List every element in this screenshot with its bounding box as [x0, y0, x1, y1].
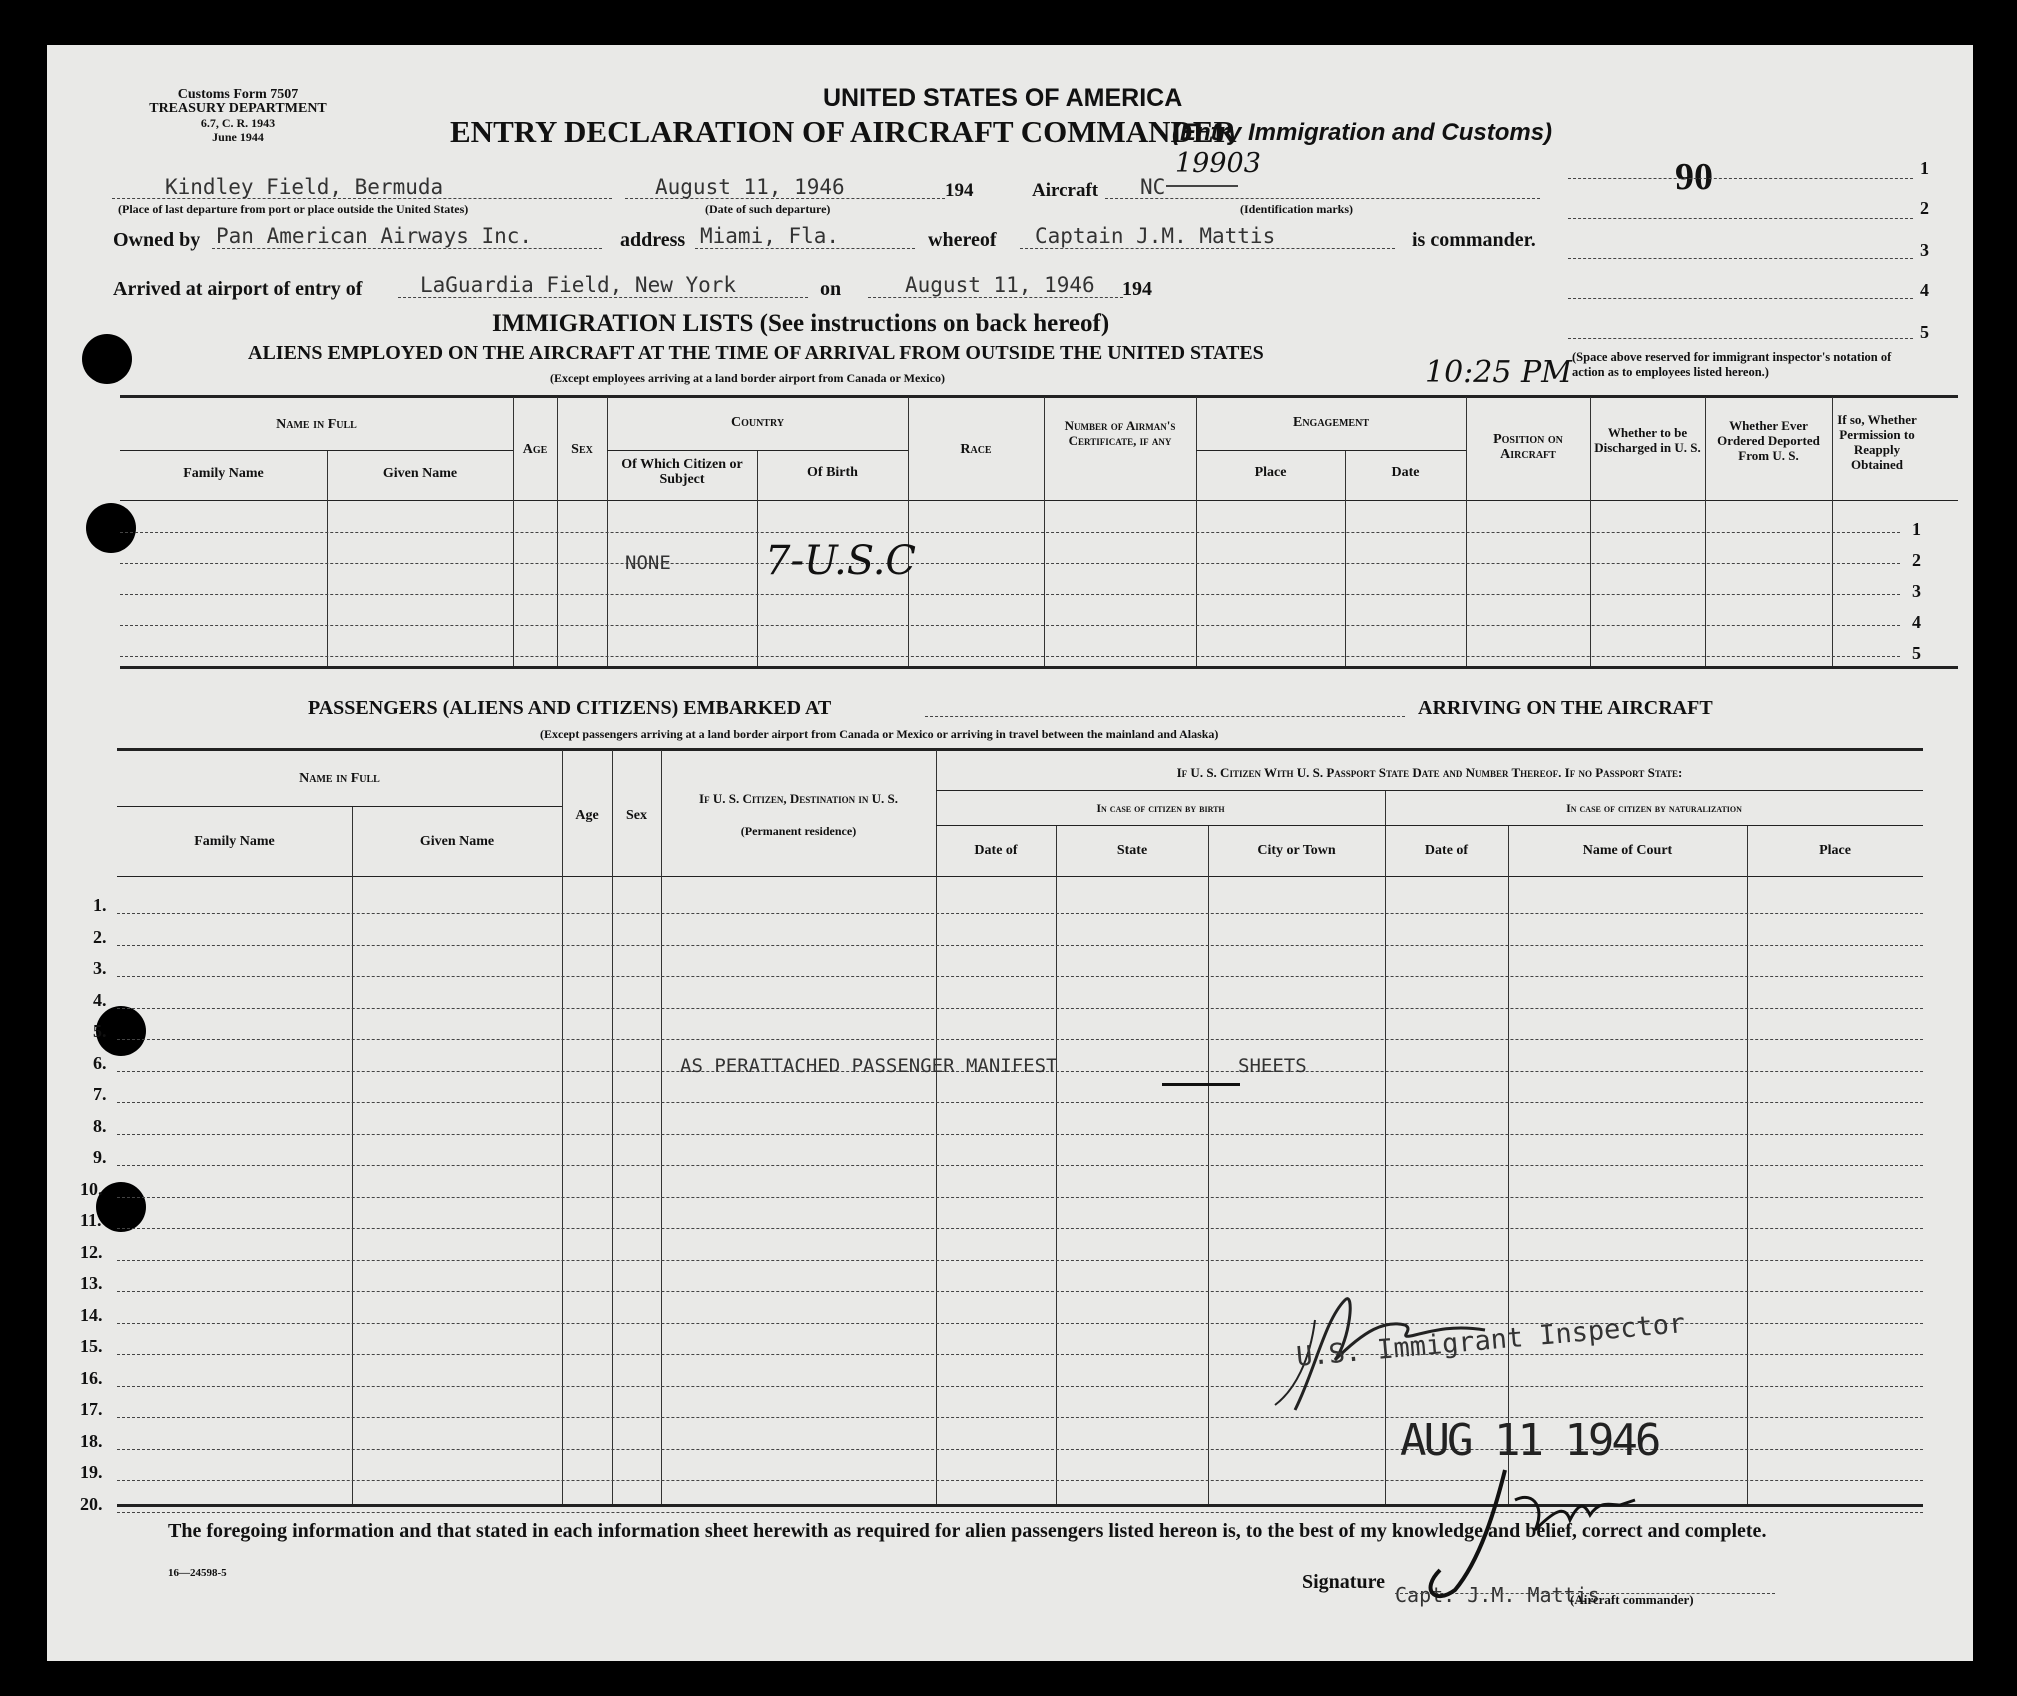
row-number: 5 — [1912, 643, 1921, 663]
col-name-in-full: Name in Full — [276, 417, 357, 432]
passenger-row-line — [117, 1291, 1923, 1292]
passenger-row-number: 1. — [93, 895, 107, 915]
departure-date-value: August 11, 1946 — [655, 175, 845, 199]
form-number: 16—24598-5 — [168, 1567, 227, 1579]
passenger-row-number: 6. — [93, 1052, 107, 1073]
col-country: Country — [730, 415, 785, 430]
col-race: Race — [960, 442, 992, 457]
pcol-sex: Sex — [626, 808, 647, 823]
passenger-row-line — [117, 976, 1923, 977]
aircraft-caption: (Identification marks) — [1240, 202, 1353, 216]
punch-hole — [86, 503, 136, 553]
line-number: 5 — [1920, 322, 1929, 342]
passenger-row-line — [117, 1102, 1923, 1103]
passenger-row-number: 10. — [80, 1178, 103, 1199]
signature-label: Signature — [1302, 1571, 1385, 1593]
form-id-line: Customs Form 7507 — [177, 87, 299, 102]
commander-signature — [1385, 1460, 1685, 1610]
inspector-caption: (Space above reserved for immigrant inspector's notation of action as to employees listed hereon.) — [1572, 350, 1892, 379]
passenger-row-number: 20. — [80, 1493, 103, 1514]
arrived-label: Arrived at airport of entry of — [113, 278, 363, 300]
col-deported: Whether Ever Ordered Deported From U. S. — [1717, 418, 1820, 463]
passenger-row-number: 4. — [93, 989, 107, 1010]
pcol-name-in-full: Name in Full — [299, 771, 380, 786]
passenger-row-number: 12. — [80, 1241, 103, 1262]
passenger-row-line — [117, 1260, 1923, 1261]
year-suffix: 194 — [945, 180, 974, 201]
on-label: on — [820, 278, 842, 300]
pcol-by-naturalization: In case of citizen by naturalization — [1566, 801, 1742, 815]
passenger-row-number: 15. — [80, 1336, 103, 1356]
address-value: Miami, Fla. — [700, 224, 840, 248]
signature-caption: (Aircraft commander) — [1570, 1592, 1694, 1607]
aliens-entry-handwritten: 7-U.S.C — [765, 538, 917, 584]
passenger-row-line — [117, 1165, 1923, 1166]
aircraft-label: Aircraft — [1032, 180, 1099, 201]
pcol-place: Place — [1819, 843, 1851, 858]
passenger-row-line — [117, 1228, 1923, 1229]
arrival-airport-value: LaGuardia Field, New York — [420, 273, 737, 297]
departure-date-caption: (Date of such departure) — [705, 202, 831, 216]
passenger-typed-note: AS PERATTACHED PASSENGER MANIFEST — [680, 1055, 1058, 1077]
pcol-court: Name of Court — [1582, 843, 1673, 858]
pcol-date-of2: Date of — [1424, 843, 1469, 858]
passenger-row-line — [117, 945, 1923, 946]
row-number: 4 — [1912, 612, 1921, 632]
form-id-line: TREASURY DEPARTMENT — [149, 101, 327, 116]
col-engagement: Engagement — [1292, 415, 1369, 430]
passenger-row-line — [117, 1039, 1923, 1040]
col-family-name: Family Name — [183, 466, 264, 481]
passenger-typed-note-suffix: SHEETS — [1238, 1055, 1307, 1077]
col-given-name: Given Name — [382, 466, 458, 481]
aliens-entry-typed: NONE — [625, 552, 671, 574]
passenger-row-line — [117, 1386, 1923, 1387]
passenger-row-number: 14. — [80, 1304, 103, 1325]
pcol-by-birth: In case of citizen by birth — [1096, 801, 1225, 815]
owned-by-label: Owned by — [113, 229, 201, 251]
passenger-row-number: 16. — [80, 1367, 103, 1388]
arrival-year-suffix: 194 — [1122, 278, 1152, 300]
sheets-blank — [1162, 1083, 1240, 1086]
inspector-number: 90 — [1675, 156, 1713, 198]
passengers-heading-left: PASSENGERS (ALIENS AND CITIZENS) EMBARKED AT — [308, 697, 832, 719]
passenger-row-number: 2. — [93, 926, 107, 947]
strikeout — [1166, 185, 1238, 187]
passenger-row-line — [117, 1354, 1923, 1355]
col-airman-cert: Number of Airman's Certificate, if any — [1064, 418, 1176, 448]
line-number: 2 — [1920, 198, 1929, 218]
immigration-heading: IMMIGRATION LISTS (See instructions on back hereof) — [492, 310, 1110, 337]
col-age: Age — [522, 442, 548, 457]
date-stamp: AUG 11 1946 — [1400, 1415, 1659, 1466]
punch-hole — [82, 334, 132, 384]
immigration-subheading: ALIENS EMPLOYED ON THE AIRCRAFT AT THE TIME OF ARRIVAL FROM OUTSIDE THE UNITED STATES — [248, 342, 1264, 364]
col-permission: If so, Whether Permission to Reapply Obtained — [1837, 412, 1917, 472]
col-date: Date — [1391, 465, 1420, 480]
line-number: 4 — [1920, 280, 1929, 300]
arrival-time-handwritten: 10:25 PM — [1425, 355, 1572, 390]
pcol-age: Age — [575, 808, 599, 823]
commander-value: Captain J.M. Mattis — [1035, 224, 1276, 248]
pcol-given-name: Given Name — [419, 834, 495, 849]
form-id-line: June 1944 — [212, 130, 264, 144]
punch-hole — [96, 1182, 146, 1232]
col-place: Place — [1254, 465, 1287, 480]
row-number: 2 — [1912, 550, 1921, 570]
pcol-family-name: Family Name — [194, 834, 275, 849]
owned-by-value: Pan American Airways Inc. — [216, 224, 533, 248]
passenger-row-number: 9. — [93, 1147, 107, 1167]
passenger-row-number: 8. — [93, 1115, 107, 1136]
passenger-row-number: 18. — [80, 1430, 103, 1451]
passenger-row-number: 3. — [93, 958, 107, 978]
passenger-row-number: 7. — [93, 1084, 107, 1104]
certification-text: The foregoing information and that stated in each information sheet herewith as required for alien passengers listed hereon is, to the best of my knowledge and belief, correct and complete. — [168, 1520, 1767, 1542]
departure-place-caption: (Place of last departure from port or place outside the United States) — [118, 202, 469, 216]
form-title: ENTRY DECLARATION OF AIRCRAFT COMMANDER — [450, 114, 1236, 149]
pcol-city: City or Town — [1257, 843, 1336, 858]
passenger-row-number: 17. — [80, 1399, 103, 1419]
row-number: 3 — [1912, 581, 1921, 601]
country-heading: UNITED STATES OF AMERICA — [823, 84, 1183, 112]
aircraft-marks-value: NC — [1140, 175, 1166, 199]
col-position: Position on Aircraft — [1493, 432, 1563, 462]
col-of-birth: Of Birth — [807, 465, 858, 480]
aircraft-handwritten: 19903 — [1175, 148, 1261, 179]
form-id-line: 6.7, C. R. 1943 — [200, 116, 276, 130]
passenger-row-number: 5. — [93, 1021, 107, 1041]
arrival-date-value: August 11, 1946 — [905, 273, 1095, 297]
passenger-row-line — [117, 1134, 1923, 1135]
pcol-state: State — [1116, 843, 1148, 858]
signature-typed: Capt. J.M. Mattis — [1395, 1583, 1600, 1607]
address-label: address — [620, 229, 686, 251]
departure-place-value: Kindley Field, Bermuda — [165, 175, 444, 199]
passengers-subcaption: (Except passengers arriving at a land border airport from Canada or Mexico or arriving in travel between the mainland and Alaska) — [540, 727, 1219, 741]
form-title-paren: (Entry Immigration and Customs) — [1172, 119, 1553, 146]
inspector-title-stamp: U.S. Immigrant Inspector — [1295, 1307, 1687, 1373]
col-discharged: Whether to be Discharged in U. S. — [1594, 425, 1701, 455]
whereof-label: whereof — [928, 229, 997, 251]
col-citizen-of: Of Which Citizen or Subject — [621, 457, 743, 487]
passenger-row-number: 19. — [80, 1462, 103, 1482]
pcol-passport: If U. S. Citizen With U. S. Passport State Date and Number Thereof. If no Passport State: — [1176, 765, 1683, 780]
form-id — [108, 88, 368, 144]
pcol-date-of: Date of — [974, 843, 1018, 858]
passenger-row-line — [117, 1008, 1923, 1009]
col-sex: Sex — [571, 442, 593, 457]
passenger-row-line — [117, 913, 1923, 914]
pcol-destination: If U. S. Citizen, Destination in U. S. — [699, 791, 898, 806]
commander-suffix: is commander. — [1412, 229, 1536, 251]
passenger-row-number: 13. — [80, 1273, 103, 1293]
passengers-heading-right: ARRIVING ON THE AIRCRAFT — [1418, 697, 1713, 719]
line-number: 3 — [1920, 240, 1929, 260]
line-number: 1 — [1920, 158, 1929, 178]
immigration-subcaption: (Except employees arriving at a land border airport from Canada or Mexico) — [550, 371, 945, 385]
passenger-row-line — [117, 1197, 1923, 1198]
row-number: 1 — [1912, 519, 1921, 539]
pcol-destination-sub: (Permanent residence) — [740, 824, 857, 838]
passenger-row-number: 11. — [80, 1210, 102, 1230]
